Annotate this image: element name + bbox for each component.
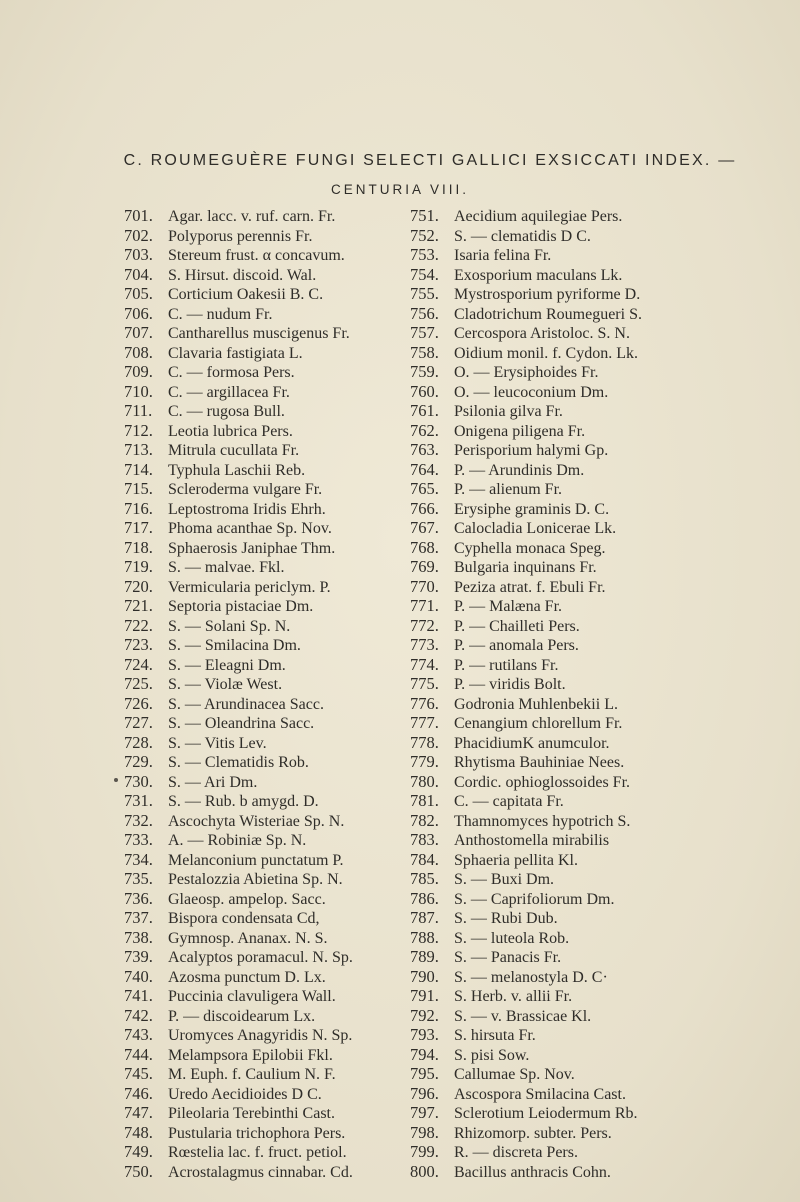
entry-text: Bulgaria inquinans Fr. <box>454 559 597 576</box>
entry-text: Calocladia Lonicerae Lk. <box>454 520 617 537</box>
entry-number: 738. <box>124 927 153 947</box>
index-entry <box>410 1025 790 1045</box>
entry-text: Acalyptos poramacul. N. Sp. <box>168 949 353 966</box>
entry-number: 775. <box>410 674 439 693</box>
entry-number: 723. <box>124 635 153 654</box>
entry-number: 736. <box>124 888 153 908</box>
index-entry <box>410 265 790 285</box>
index-entry <box>410 869 790 889</box>
entry-text: S. Herb. v. allii Fr. <box>454 988 573 1005</box>
entry-number: 791. <box>410 986 439 1005</box>
century-heading: CENTURIA VIII. <box>330 182 470 197</box>
entry-number: 782. <box>410 810 439 830</box>
entry-number: 754. <box>410 264 439 284</box>
entry-number: 760. <box>410 381 439 401</box>
entry-text: Pustularia trichophora Pers. <box>168 1124 346 1142</box>
entry-number: 716. <box>124 498 153 518</box>
entry-number: 733. <box>124 830 153 849</box>
entry-number: 715. <box>124 479 153 498</box>
entry-text: Leptostroma Iridis Ehrh. <box>168 500 326 518</box>
entry-number: 789. <box>410 947 439 966</box>
index-entry <box>410 226 790 246</box>
entry-number: 780. <box>410 771 439 791</box>
entry-number: 783. <box>410 830 439 849</box>
entry-text: Perisporium halymi Gp. <box>454 442 609 459</box>
entry-number: 773. <box>410 635 439 654</box>
entry-text: S. — Panacis Fr. <box>454 949 562 966</box>
entry-text: S. — Ari Dm. <box>168 773 258 791</box>
entry-text: S. — Rubi Dub. <box>454 910 558 927</box>
index-entry <box>410 908 790 928</box>
entry-text: S. — Arundinacea Sacc. <box>168 695 324 713</box>
entry-number: 777. <box>410 713 439 732</box>
entry-number: 745. <box>124 1064 153 1083</box>
entry-number: 756. <box>410 303 439 323</box>
entry-text: O. — leucoconium Dm. <box>454 383 609 401</box>
entry-number: 799. <box>410 1142 439 1161</box>
index-entry <box>410 655 790 675</box>
entry-text: C. — capitata Fr. <box>454 793 564 810</box>
entry-text: P. — anomala Pers. <box>454 637 579 654</box>
index-entry <box>410 499 790 519</box>
page-header <box>0 152 800 170</box>
entry-number: 735. <box>124 869 153 888</box>
entry-number: 704. <box>124 264 153 284</box>
entry-number: 707. <box>124 323 153 342</box>
entry-number: 755. <box>410 284 439 303</box>
entry-text: Polyporus perennis Fr. <box>168 227 313 245</box>
entry-number: 727. <box>124 713 153 732</box>
entry-text: Erysiphe graminis D. C. <box>454 500 610 518</box>
entry-text: Phoma acanthae Sp. Nov. <box>168 520 332 537</box>
entry-text: S. — Violæ West. <box>168 676 283 693</box>
entry-text: A. — Robiniæ Sp. N. <box>168 832 307 849</box>
entry-text: P. — Malæna Fr. <box>454 598 563 615</box>
index-entry <box>410 401 790 421</box>
entry-number: 719. <box>124 557 153 576</box>
entry-text: C. — formosa Pers. <box>168 364 295 381</box>
entry-number: 730. <box>124 771 153 791</box>
entry-text: S. — clematidis D C. <box>454 227 591 245</box>
entry-text: O. — Erysiphoides Fr. <box>454 364 599 381</box>
entry-text: R. — discreta Pers. <box>454 1144 578 1161</box>
entry-number: 748. <box>124 1122 153 1142</box>
entry-text: Cenangium chlorellum Fr. <box>454 715 623 732</box>
entry-number: 796. <box>410 1083 439 1103</box>
ink-mark <box>114 778 118 782</box>
entry-text: S. — malvae. Fkl. <box>168 559 285 576</box>
entry-number: 737. <box>124 908 153 927</box>
entry-number: 726. <box>124 693 153 713</box>
index-entry <box>410 323 790 343</box>
entry-text: Clavaria fastigiata L. <box>168 344 303 362</box>
index-entry <box>410 1045 790 1065</box>
entry-text: S. — Oleandrina Sacc. <box>168 715 315 732</box>
index-entry <box>410 1142 790 1162</box>
entry-number: 761. <box>410 401 439 420</box>
entry-number: 711. <box>124 401 153 420</box>
entry-text: Stereum frust. α concavum. <box>168 247 345 264</box>
entry-text: Callumae Sp. Nov. <box>454 1066 575 1083</box>
entry-number: 732. <box>124 810 153 830</box>
entry-text: Melanconium punctatum P. <box>168 851 344 869</box>
entry-number: 747. <box>124 1103 153 1122</box>
entry-text: Psilonia gilva Fr. <box>454 403 563 420</box>
index-entry <box>410 713 790 733</box>
entry-text: S. — Eleagni Dm. <box>168 656 286 674</box>
entry-number: 788. <box>410 927 439 947</box>
entry-number: 710. <box>124 381 153 401</box>
index-entry <box>410 206 790 226</box>
entry-number: 729. <box>124 752 153 771</box>
entry-text: Scleroderma vulgare Fr. <box>168 481 323 498</box>
entry-text: Pestalozzia Abietina Sp. N. <box>168 871 343 888</box>
entry-text: M. Euph. f. Caulium N. F. <box>168 1066 336 1083</box>
entry-number: 770. <box>410 576 439 596</box>
entry-text: S. — Clematidis Rob. <box>168 754 309 771</box>
entry-number: 787. <box>410 908 439 927</box>
index-entry <box>410 733 790 753</box>
entry-text: S. pisi Sow. <box>454 1046 530 1064</box>
index-entry <box>410 362 790 382</box>
entry-text: C. — rugosa Bull. <box>168 403 285 420</box>
entry-text: S. — melanostyla D. C· <box>454 968 608 986</box>
entry-text: Agar. lacc. v. ruf. carn. Fr. <box>168 208 336 225</box>
entry-number: 786. <box>410 888 439 908</box>
entry-text: Ascochyta Wisteriae Sp. N. <box>168 812 345 830</box>
entry-text: Rhytisma Bauhiniae Nees. <box>454 754 625 771</box>
index-entry <box>410 889 790 909</box>
entry-text: S. — Solani Sp. N. <box>168 617 291 635</box>
entry-text: Sphaerosis Janiphae Thm. <box>168 539 336 557</box>
entry-text: Leotia lubrica Pers. <box>168 422 293 440</box>
entry-number: 739. <box>124 947 153 966</box>
entry-text: Bacillus anthracis Cohn. <box>454 1163 611 1181</box>
entry-text: Septoria pistaciae Dm. <box>168 598 314 615</box>
entry-text: Typhula Laschii Reb. <box>168 461 306 479</box>
entry-text: Uromyces Anagyridis N. Sp. <box>168 1027 353 1044</box>
index-entry <box>410 674 790 694</box>
entry-number: 772. <box>410 615 439 635</box>
entry-text: S. — Caprifoliorum Dm. <box>454 890 615 908</box>
entry-text: Mystrosporium pyriforme D. <box>454 286 641 303</box>
index-entry <box>410 850 790 870</box>
entry-text: Exosporium maculans Lk. <box>454 266 623 284</box>
entry-text: Isaria felina Fr. <box>454 247 552 264</box>
entry-number: 701. <box>124 206 153 225</box>
index-entry <box>410 928 790 948</box>
entry-text: Acrostalagmus cinnabar. Cd. <box>168 1163 353 1181</box>
index-entry <box>410 343 790 363</box>
entry-text: Onigena piligena Fr. <box>454 422 586 440</box>
entry-text: Rhizomorp. subter. Pers. <box>454 1124 612 1142</box>
entry-number: 709. <box>124 362 153 381</box>
index-entry <box>410 967 790 987</box>
index-entry <box>410 440 790 460</box>
entry-text: Peziza atrat. f. Ebuli Fr. <box>454 578 606 596</box>
index-entry <box>410 1064 790 1084</box>
entry-number: 768. <box>410 537 439 557</box>
index-title: C. ROUMEGUÈRE FUNGI SELECTI GALLICI EXSICCATI INDEX. — <box>123 152 737 169</box>
entry-number: 713. <box>124 440 153 459</box>
entry-text: Corticium Oakesii B. C. <box>168 286 324 303</box>
entry-number: 785. <box>410 869 439 888</box>
entry-text: Anthostomella mirabilis <box>454 832 610 849</box>
entry-text: Cordic. ophioglossoides Fr. <box>454 773 631 791</box>
entry-number: 717. <box>124 518 153 537</box>
entry-number: 758. <box>410 342 439 362</box>
entry-text: Cladotrichum Roumegueri S. <box>454 305 642 323</box>
entry-number: 743. <box>124 1025 153 1044</box>
entry-number: 790. <box>410 966 439 986</box>
index-entry <box>410 811 790 831</box>
entry-text: Cercospora Aristoloc. S. N. <box>454 325 630 342</box>
entry-number: 741. <box>124 986 153 1005</box>
entry-number: 740. <box>124 966 153 986</box>
entry-number: 703. <box>124 245 153 264</box>
index-entry <box>410 616 790 636</box>
entry-number: 794. <box>410 1044 439 1064</box>
entry-text: Vermicularia periclym. P. <box>168 578 331 596</box>
entry-number: 778. <box>410 732 439 752</box>
entry-number: 759. <box>410 362 439 381</box>
entry-text: P. — viridis Bolt. <box>454 676 566 693</box>
entry-number: 728. <box>124 732 153 752</box>
entry-number: 720. <box>124 576 153 596</box>
entry-text: S. — Rub. b amygd. D. <box>168 793 319 810</box>
entry-number: 714. <box>124 459 153 479</box>
index-entry <box>410 635 790 655</box>
index-entry <box>410 577 790 597</box>
index-entry <box>410 772 790 792</box>
entry-number: 734. <box>124 849 153 869</box>
entry-number: 779. <box>410 752 439 771</box>
entry-number: 742. <box>124 1005 153 1025</box>
index-entry <box>410 460 790 480</box>
index-entry <box>410 1006 790 1026</box>
entry-text: Uredo Aecidioides D C. <box>168 1085 322 1103</box>
entry-number: 721. <box>124 596 153 615</box>
entry-text: Sclerotium Leiodermum Rb. <box>454 1105 638 1122</box>
entry-number: 767. <box>410 518 439 537</box>
index-entry <box>410 421 790 441</box>
entry-number: 762. <box>410 420 439 440</box>
entry-number: 744. <box>124 1044 153 1064</box>
entry-text: S. — Vitis Lev. <box>168 734 267 752</box>
entry-text: C. — nudum Fr. <box>168 305 273 323</box>
index-entry <box>410 596 790 616</box>
entry-number: 769. <box>410 557 439 576</box>
entry-number: 793. <box>410 1025 439 1044</box>
entry-text: Pileolaria Terebinthi Cast. <box>168 1105 335 1122</box>
entry-text: S. Hirsut. discoid. Wal. <box>168 266 317 284</box>
entry-number: 702. <box>124 225 153 245</box>
entry-number: 731. <box>124 791 153 810</box>
entry-number: 776. <box>410 693 439 713</box>
index-entry <box>410 557 790 577</box>
entry-number: 751. <box>410 206 439 225</box>
entry-number: 797. <box>410 1103 439 1122</box>
entry-text: Mitrula cucullata Fr. <box>168 442 300 459</box>
entry-text: PhacidiumK anumculor. <box>454 734 610 752</box>
index-entry <box>410 947 790 967</box>
entry-number: 764. <box>410 459 439 479</box>
right-column <box>410 206 790 1181</box>
index-entry <box>410 752 790 772</box>
entry-number: 800. <box>410 1161 439 1181</box>
entry-number: 712. <box>124 420 153 440</box>
index-entry <box>410 538 790 558</box>
entry-text: Rœstelia lac. f. fruct. petiol. <box>168 1144 347 1161</box>
entry-number: 763. <box>410 440 439 459</box>
entry-text: S. — Buxi Dm. <box>454 871 555 888</box>
entry-text: C. — argillacea Fr. <box>168 383 290 401</box>
entry-number: 724. <box>124 654 153 674</box>
entry-text: Melampsora Epilobii Fkl. <box>168 1046 333 1064</box>
entry-number: 749. <box>124 1142 153 1161</box>
index-entry <box>410 245 790 265</box>
entry-text: Cyphella monaca Speg. <box>454 539 606 557</box>
index-entry <box>410 830 790 850</box>
entry-text: Ascospora Smilacina Cast. <box>454 1085 626 1103</box>
entry-text: Aecidium aquilegiae Pers. <box>454 208 623 225</box>
entry-number: 798. <box>410 1122 439 1142</box>
index-entry <box>410 1103 790 1123</box>
entry-text: P. — alienum Fr. <box>454 481 563 498</box>
entry-number: 752. <box>410 225 439 245</box>
entry-number: 771. <box>410 596 439 615</box>
entry-text: Godronia Muhlenbekii L. <box>454 695 618 713</box>
index-entry <box>410 791 790 811</box>
entry-number: 722. <box>124 615 153 635</box>
entry-text: S. hirsuta Fr. <box>454 1027 536 1044</box>
entry-text: Bispora condensata Cd, <box>168 910 320 927</box>
entry-number: 795. <box>410 1064 439 1083</box>
entry-text: P. — Arundinis Dm. <box>454 461 585 479</box>
entry-number: 746. <box>124 1083 153 1103</box>
index-entry <box>410 1084 790 1104</box>
entry-number: 792. <box>410 1005 439 1025</box>
entry-text: Glaeosp. ampelop. Sacc. <box>168 890 326 908</box>
entry-text: Thamnomyces hypotrich S. <box>454 812 631 830</box>
index-entry <box>410 382 790 402</box>
entry-text: P. — rutilans Fr. <box>454 656 559 674</box>
index-entry <box>410 694 790 714</box>
entry-text: S. — v. Brassicae Kl. <box>454 1007 592 1025</box>
index-entry <box>410 304 790 324</box>
entry-number: 750. <box>124 1161 153 1181</box>
entry-text: Gymnosp. Ananax. N. S. <box>168 929 328 947</box>
entry-number: 765. <box>410 479 439 498</box>
entry-text: Cantharellus muscigenus Fr. <box>168 325 350 342</box>
index-entry <box>410 284 790 304</box>
entry-text: P. — discoidearum Lx. <box>168 1007 316 1025</box>
entry-number: 774. <box>410 654 439 674</box>
entry-text: Azosma punctum D. Lx. <box>168 968 326 986</box>
entry-number: 784. <box>410 849 439 869</box>
entry-number: 725. <box>124 674 153 693</box>
entry-text: S. — Smilacina Dm. <box>168 637 301 654</box>
entry-number: 781. <box>410 791 439 810</box>
entry-number: 757. <box>410 323 439 342</box>
entry-number: 705. <box>124 284 153 303</box>
index-entry <box>410 518 790 538</box>
entry-number: 766. <box>410 498 439 518</box>
entry-text: Sphaeria pellita Kl. <box>454 851 578 869</box>
entry-number: 708. <box>124 342 153 362</box>
index-entry <box>410 1123 790 1143</box>
entry-number: 753. <box>410 245 439 264</box>
entry-text: S. — luteola Rob. <box>454 929 570 947</box>
entry-text: P. — Chailleti Pers. <box>454 617 580 635</box>
index-entry <box>410 479 790 499</box>
index-entry <box>410 986 790 1006</box>
index-entry <box>410 1162 790 1182</box>
entry-text: Oidium monil. f. Cydon. Lk. <box>454 344 638 362</box>
entry-number: 718. <box>124 537 153 557</box>
entry-text: Puccinia clavuligera Wall. <box>168 988 336 1005</box>
entry-number: 706. <box>124 303 153 323</box>
